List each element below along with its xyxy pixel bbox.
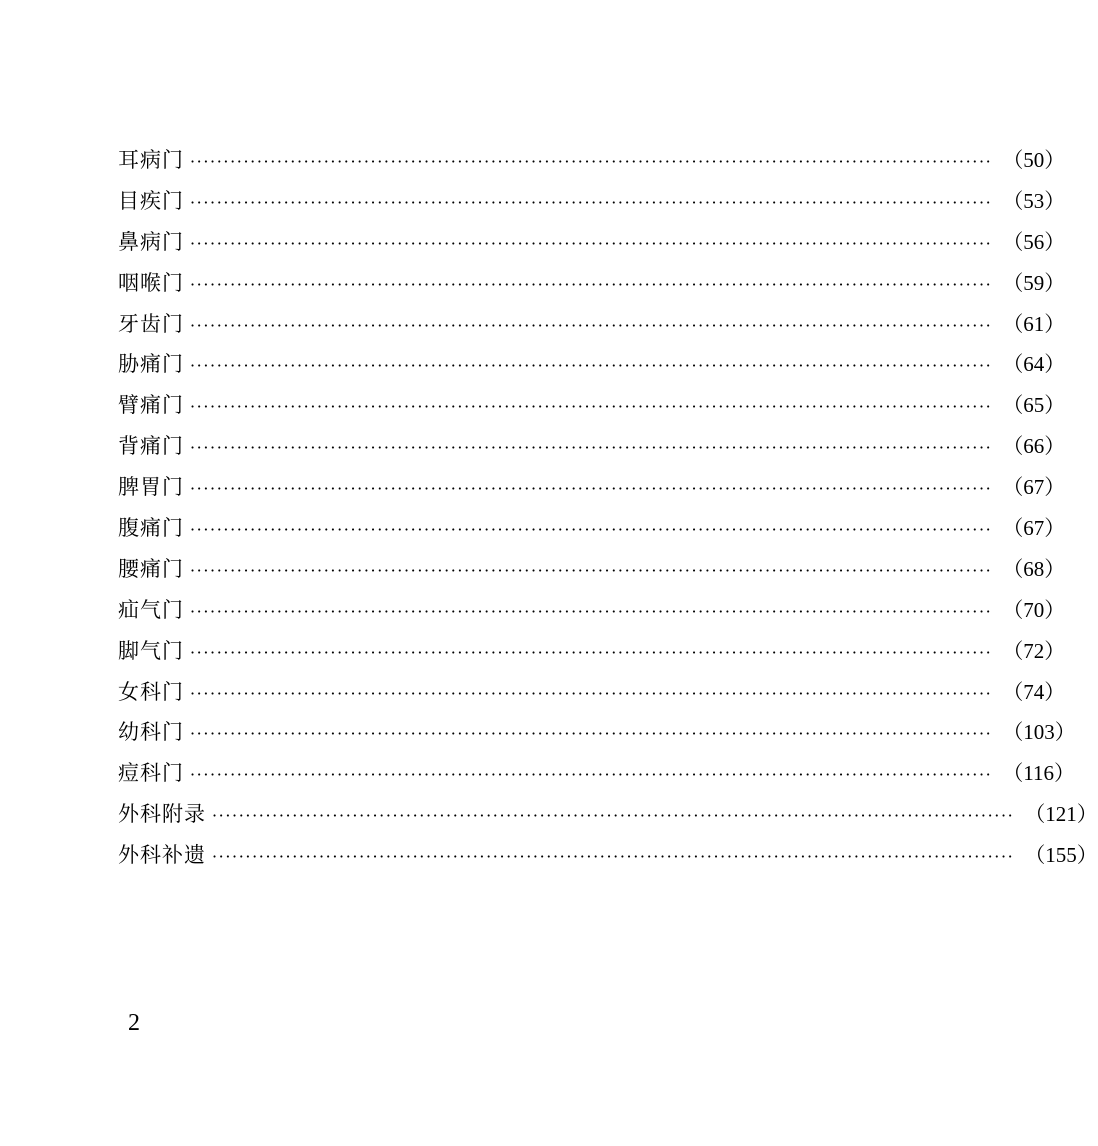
toc-entry-title: 脚气门 [118, 638, 184, 663]
toc-entry-page: （66） [1002, 434, 1066, 459]
toc-entry-title: 脾胃门 [118, 475, 184, 500]
dot-leader: ························································································································ [190, 192, 993, 212]
dot-leader: ························································································································ [190, 642, 993, 662]
toc-entry-page: （72） [1002, 638, 1066, 663]
toc-entry[interactable] [118, 794, 1098, 835]
toc-entry-title: 女科门 [118, 679, 184, 704]
toc-entry-title: 外科附录 [118, 802, 206, 827]
toc-entry-title: 幼科门 [118, 720, 184, 745]
toc-entry-page: （68） [1002, 556, 1066, 581]
toc-entry[interactable] [118, 344, 1066, 385]
toc-entry-page: （103） [1002, 720, 1076, 745]
toc-entry[interactable] [118, 263, 1066, 304]
dot-leader: ························································································································ [190, 479, 993, 499]
dot-leader: ························································································································ [190, 683, 993, 703]
dot-leader: ························································································································ [190, 152, 993, 171]
dot-leader: ························································································································ [190, 356, 993, 376]
toc-entry-title: 疝气门 [118, 597, 184, 622]
dot-leader: ························································································································ [190, 724, 993, 744]
toc-entry-page: （155） [1024, 843, 1098, 868]
toc-entry-title: 鼻病门 [118, 229, 184, 254]
toc-entry[interactable] [118, 753, 1076, 794]
dot-leader: ························································································································ [190, 438, 993, 458]
dot-leader: ························································································································ [190, 601, 993, 621]
toc-entry-title: 牙齿门 [118, 311, 184, 336]
dot-leader: ························································································································ [212, 806, 1015, 826]
table-of-contents [118, 140, 1098, 876]
toc-entry-title: 耳病门 [118, 148, 184, 172]
toc-entry-title: 痘科门 [118, 761, 184, 786]
toc-entry-title: 外科补遗 [118, 843, 206, 868]
toc-entry[interactable] [118, 672, 1066, 713]
page-number: 2 [128, 1010, 140, 1036]
toc-entry[interactable] [118, 631, 1066, 672]
toc-entry-page: （53） [1002, 188, 1066, 213]
toc-entry-page: （67） [1002, 475, 1066, 500]
toc-entry[interactable] [118, 385, 1066, 426]
toc-entry[interactable] [118, 181, 1066, 222]
toc-entry[interactable] [118, 140, 1066, 181]
toc-entry[interactable] [118, 304, 1066, 345]
dot-leader: ························································································································ [190, 765, 993, 785]
dot-leader: ························································································································ [190, 520, 993, 540]
toc-entry-page: （70） [1002, 597, 1066, 622]
toc-entry-page: （67） [1002, 516, 1066, 541]
toc-entry-page: （61） [1002, 311, 1066, 336]
toc-entry[interactable] [118, 590, 1066, 631]
toc-entry-page: （64） [1002, 352, 1066, 377]
toc-entry-page: （121） [1024, 802, 1098, 827]
toc-entry-title: 咽喉门 [118, 270, 184, 295]
toc-entry-title: 背痛门 [118, 434, 184, 459]
toc-entry[interactable] [118, 426, 1066, 467]
toc-entry-title: 腹痛门 [118, 516, 184, 541]
toc-entry-page: （65） [1002, 393, 1066, 418]
toc-entry-page: （50） [1002, 148, 1066, 172]
toc-entry[interactable] [118, 549, 1066, 590]
toc-entry-title: 胁痛门 [118, 352, 184, 377]
toc-entry-page: （74） [1002, 679, 1066, 704]
dot-leader: ························································································································ [190, 315, 993, 335]
dot-leader: ························································································································ [190, 397, 993, 417]
toc-entry[interactable] [118, 508, 1066, 549]
toc-entry[interactable] [118, 222, 1066, 263]
dot-leader: ························································································································ [190, 274, 993, 294]
toc-entry-title: 臂痛门 [118, 393, 184, 418]
dot-leader: ························································································································ [190, 560, 993, 580]
dot-leader: ························································································································ [190, 233, 993, 253]
toc-entry-title: 腰痛门 [118, 556, 184, 581]
toc-entry[interactable] [118, 467, 1066, 508]
toc-entry[interactable] [118, 835, 1098, 876]
toc-entry-page: （116） [1002, 761, 1076, 786]
toc-entry-page: （56） [1002, 229, 1066, 254]
toc-entry[interactable] [118, 712, 1076, 753]
toc-entry-title: 目疾门 [118, 188, 184, 213]
toc-entry-page: （59） [1002, 270, 1066, 295]
dot-leader: ························································································································ [212, 847, 1015, 867]
